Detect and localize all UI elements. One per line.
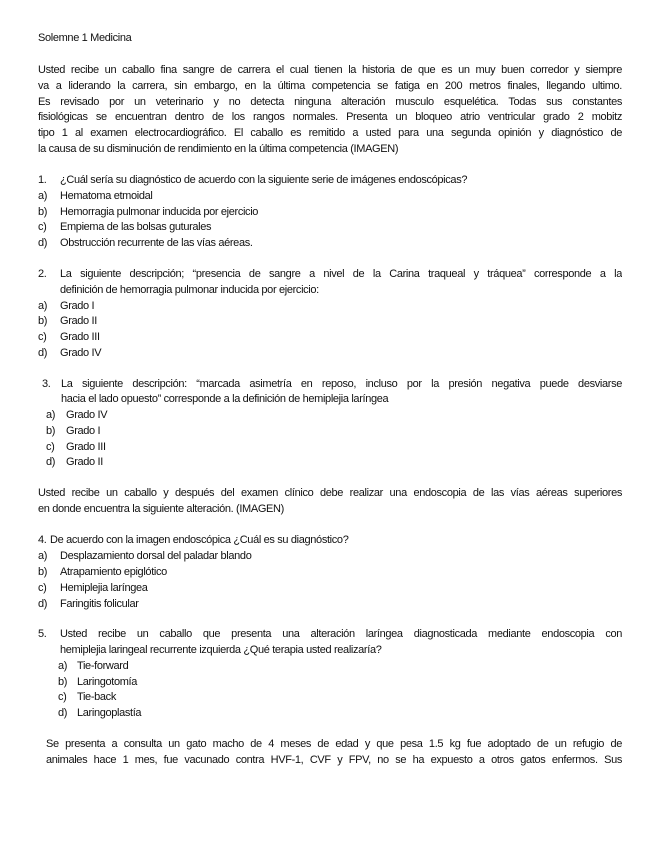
- option-text: Grado III: [66, 441, 106, 453]
- paragraph-line: en donde encuentra la siguiente alteración. (IMAGEN): [38, 503, 284, 515]
- paragraph-line: Se presenta a consulta un gato macho de 4 meses de edad y que pesa 1.5 kg fue adoptado de un refugio de: [46, 738, 622, 750]
- question-text: definición de hemorragia pulmonar inducida por ejercicio:: [60, 284, 319, 296]
- option-letter: c): [38, 331, 47, 343]
- option-letter: a): [46, 409, 56, 421]
- option-text: Grado II: [60, 315, 97, 327]
- paragraph-line: Usted recibe un caballo fina sangre de carrera el cual tienen la historia de que es un muy buen corredor y siempre: [38, 64, 622, 76]
- option-letter: d): [38, 237, 48, 249]
- option-letter: b): [38, 206, 48, 218]
- option-letter: c): [38, 221, 47, 233]
- paragraph-line: la causa de su disminución de rendimiento en la última competencia (IMAGEN): [38, 143, 399, 155]
- option-letter: a): [58, 660, 68, 672]
- question-text: hemiplejia laringeal recurrente izquierda ¿Qué terapia usted realizaría?: [60, 644, 382, 656]
- option-text: Grado II: [66, 456, 103, 468]
- option-letter: b): [58, 676, 68, 688]
- option-text: Grado I: [60, 300, 95, 312]
- option-letter: c): [46, 441, 55, 453]
- option-text: Hemiplejia laríngea: [60, 582, 148, 594]
- question-text: ¿Cuál sería su diagnóstico de acuerdo con la siguiente serie de imágenes endoscópicas?: [60, 174, 468, 186]
- paragraph-line: Usted recibe un caballo y después del examen clínico debe realizar una endoscopia de las vías aéreas superiores: [38, 487, 622, 499]
- option-text: Grado III: [60, 331, 100, 343]
- document-title: Solemne 1 Medicina: [38, 32, 132, 44]
- option-text: Hemorragia pulmonar inducida por ejercicio: [60, 206, 259, 218]
- question-text: hacia el lado opuesto” corresponde a la definición de hemiplejia laríngea: [61, 393, 389, 405]
- option-letter: c): [58, 691, 67, 703]
- question-number: 4.: [38, 534, 47, 546]
- paragraph-line: Es revisado por un veterinario y no detecta ninguna alteración musculo esquelética. Todas sus constantes: [38, 96, 622, 108]
- paragraph-line: va a liderando la carrera, sin embargo, en la última competencia se fatiga en 200 metros finales, llegando ultimo.: [38, 80, 622, 92]
- option-text: Grado IV: [66, 409, 108, 421]
- option-text: Grado IV: [60, 347, 102, 359]
- question-text: Usted recibe un caballo que presenta una alteración laríngea diagnosticada mediante endoscopia con: [60, 628, 622, 640]
- question-text: La siguiente descripción: “marcada asimetría en reposo, incluso por la presión negativa puede desviarse: [61, 378, 622, 390]
- option-letter: d): [38, 347, 48, 359]
- option-letter: d): [58, 707, 68, 719]
- option-text: Hematoma etmoidal: [60, 190, 153, 202]
- option-text: Laringotomía: [77, 676, 138, 688]
- paragraph-line: animales hace 1 mes, fue vacunado contra HVF-1, CVF y FPV, no se ha expuesto a otros gatos enfermos. Sus: [46, 754, 622, 766]
- question-number: 3.: [42, 378, 51, 390]
- option-letter: a): [38, 190, 48, 202]
- option-letter: d): [38, 598, 48, 610]
- option-text: Atrapamiento epiglótico: [60, 566, 167, 578]
- question-number: 5.: [38, 628, 47, 640]
- option-text: Laringoplastía: [77, 707, 142, 719]
- question-number: 2.: [38, 268, 47, 280]
- option-letter: b): [38, 315, 48, 327]
- option-letter: b): [46, 425, 56, 437]
- question-text: De acuerdo con la imagen endoscópica ¿Cuál es su diagnóstico?: [50, 534, 349, 546]
- option-letter: a): [38, 300, 48, 312]
- option-text: Empiema de las bolsas guturales: [60, 221, 212, 233]
- option-letter: c): [38, 582, 47, 594]
- paragraph-line: tipo 1 al examen electrocardiográfico. El caballo es remitido a usted para una segunda opinión y diagnóstico de: [38, 127, 622, 139]
- option-letter: d): [46, 456, 56, 468]
- paragraph-line: fisiológicas se encuentran dentro de los rangos normales. Presenta un bloqueo atrio ventricular grado 2 mobitz: [38, 111, 622, 123]
- option-text: Tie-forward: [77, 660, 129, 672]
- option-text: Tie-back: [77, 691, 116, 703]
- question-text: La siguiente descripción; “presencia de sangre a nivel de la Carina traqueal y tráquea” corresponde a la: [60, 268, 622, 280]
- option-text: Obstrucción recurrente de las vías aéreas.: [60, 237, 253, 249]
- option-text: Grado I: [66, 425, 101, 437]
- option-text: Desplazamiento dorsal del paladar blando: [60, 550, 252, 562]
- option-text: Faringitis folicular: [60, 598, 139, 610]
- option-letter: b): [38, 566, 48, 578]
- question-number: 1.: [38, 174, 47, 186]
- option-letter: a): [38, 550, 48, 562]
